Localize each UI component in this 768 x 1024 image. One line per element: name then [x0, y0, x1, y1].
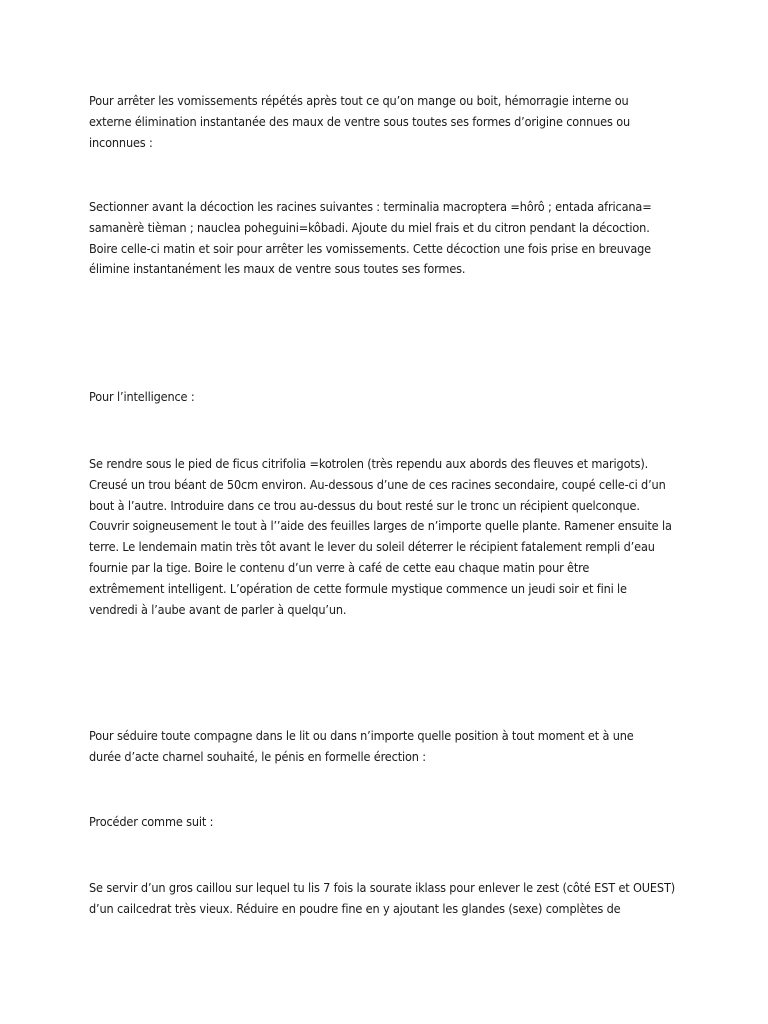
- text-line: durée d’acte charnel souhaité, le pénis en formelle érection :: [89, 748, 426, 764]
- text-line: Pour l’intelligence :: [89, 389, 195, 404]
- text-line: Se rendre sous le pied de ficus citrifolia =kotrolen (très rependu aux abords des fleuves et marigots).: [89, 456, 649, 471]
- text-line: Pour arrêter les vomissements répétés après tout ce qu’on mange ou boit, hémorragie interne ou: [89, 93, 629, 108]
- text-line: extrêmement intelligent. L’opération de cette formule mystique commence un jeudi soir et fini le: [89, 580, 627, 596]
- text-line: Procéder comme suit :: [89, 814, 214, 829]
- text-line: Pour séduire toute compagne dans le lit ou dans n’importe quelle position à tout moment et à une: [89, 728, 634, 743]
- text-line: élimine instantanément les maux de ventre sous toutes ses formes.: [89, 261, 466, 277]
- paragraph-seduction-heading: [89, 726, 689, 768]
- text-line: terre. Le lendemain matin très tôt avant le lever du soleil déterrer le récipient fatalement rempli d’eau: [89, 539, 655, 555]
- text-line: d’un cailcedrat très vieux. Réduire en poudre fine en y ajoutant les glandes (sexe) complètes de: [89, 900, 621, 916]
- text-line: samanèrè tièman ; nauclea poheguini=kôbadi. Ajoute du miel frais et du citron pendant la décoction.: [89, 219, 650, 235]
- text-line: externe élimination instantanée des maux de ventre sous toutes ses formes d’origine connues ou: [89, 113, 631, 129]
- paragraph-intelligence-recipe: [89, 454, 689, 620]
- paragraph-decoction: [89, 197, 689, 280]
- paragraph-vomissements-intro: [89, 91, 689, 153]
- text-line: Sectionner avant la décoction les racines suivantes : terminalia macroptera =hôrô ; entada africana=: [89, 199, 652, 214]
- text-line: Creusé un trou béant de 50cm environ. Au-dessous d’une de ces racines secondaire, coupé celle-ci d’un: [89, 476, 666, 492]
- paragraph-procedure-body: [89, 878, 689, 920]
- text-line: Se servir d’un gros caillou sur lequel tu lis 7 fois la sourate iklass pour enlever le zest (côté EST et OUEST): [89, 880, 676, 895]
- text-line: vendredi à l’aube avant de parler à quelqu’un.: [89, 601, 347, 617]
- paragraph-intelligence-heading: [89, 387, 689, 408]
- text-line: inconnues :: [89, 134, 153, 150]
- text-line: fournie par la tige. Boire le contenu d’un verre à café de cette eau chaque matin pour être: [89, 559, 590, 575]
- paragraph-procedure-heading: [89, 812, 689, 833]
- text-line: Couvrir soigneusement le tout à l’’aide des feuilles larges de n’importe quelle plante. Ramener ensuite la: [89, 518, 672, 534]
- text-line: bout à l’autre. Introduire dans ce trou au-dessus du bout resté sur le tronc un récipient quelconque.: [89, 497, 640, 513]
- text-line: Boire celle-ci matin et soir pour arrêter les vomissements. Cette décoction une fois prise en breuvage: [89, 240, 651, 256]
